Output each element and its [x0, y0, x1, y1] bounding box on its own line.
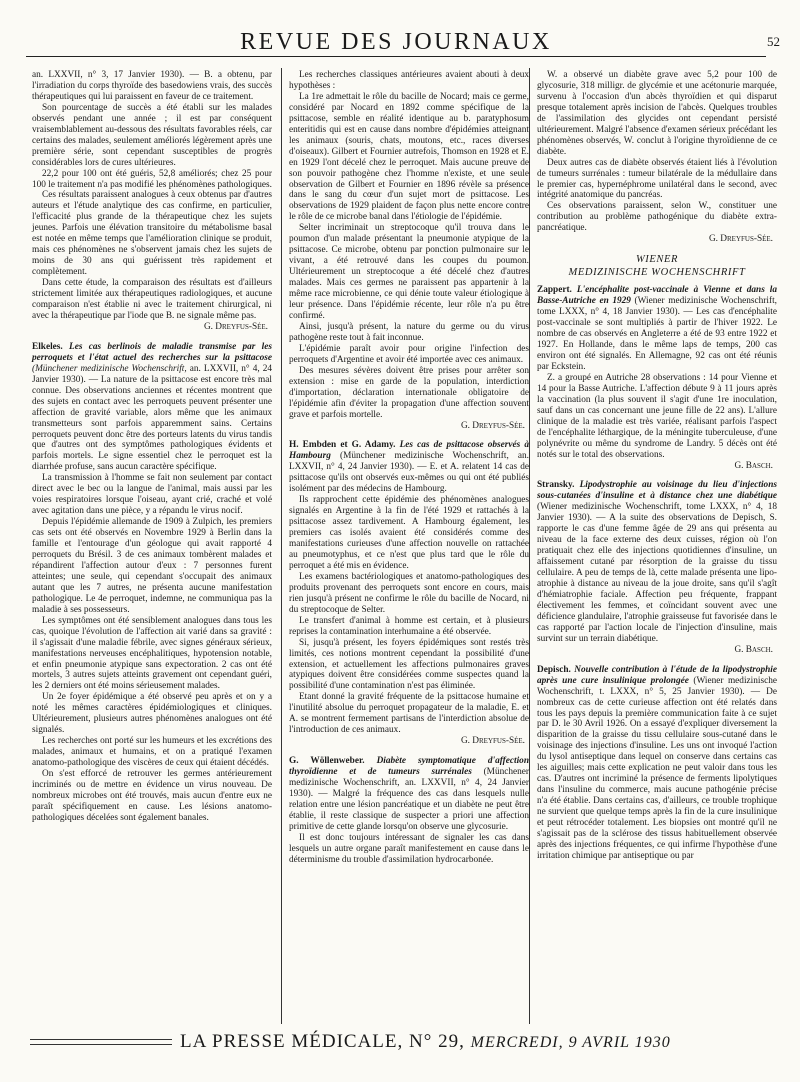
paragraph: W. a observé un diabète grave avec 5,2 pour 100 de glycosurie, 318 milligr. de glycémie et une acétonurie marquée, survenu à l'occasion d'un abcès thyroïdien et qui disparut presque totalement après incision de l'abcès. Quelques troubles de l'assimilation des glycides ont cependant persisté ultérieurement. Malgré l'absence d'examen sérieux précédant les phénomènes observés, W. conclut à l'origine thyroïdienne de ce diabète. [537, 70, 777, 157]
paragraph: Les recherches classiques antérieures avaient abouti à deux hypothèses : [289, 70, 529, 91]
paragraph: Un 2e foyer épidémique a été observé peu après et on y a noté les mêmes caractères épidémiologiques et cliniques. Ultérieurement, plusieurs autres phénomènes analogues ont été signalés. [32, 692, 272, 736]
article-author: Zappert. [537, 285, 572, 296]
column-right [537, 70, 777, 862]
column-left [32, 70, 272, 824]
paragraph: Ils rapprochent cette épidémie des phénomènes analogues signalés en Argentine à la fin de l'été 1929 et rattachés à la psittacose assez tardivement. A Hambourg également, les premiers cas isolés avaient été considérés comme des manifestations curieuses d'une affection nouvelle on rattachée au pneumotyphus, et ce n'est que plus tard que le rôle du perroquet a été mis en évidence. [289, 495, 529, 571]
paragraph: On s'est efforcé de retrouver les germes antérieurement incriminés ou de mettre en évidence un virus nouveau. De nombreux microbes ont été trouvés, mais aucun d'entre eux ne paraît spécifiquement en cause. Les lésions anatomo-pathologiques décelées sont également banales. [32, 769, 272, 823]
paragraph: an. LXXVII, n° 3, 17 Janvier 1930). — B. a obtenu, par l'irradiation du corps thyroïde des basedowiens vrais, des succès thérapeutiques qui lui paraissent en faveur de ce traitement. [32, 70, 272, 102]
article-body: an. LXXVII, n° 4, 24 Janvier 1930). — La nature de la psittacose est encore très mal connue. Des observations anciennes et récentes montrent que des sujets en contact avec les perroquets peuvent présenter une affection de gravité variable, alors même que les animaux transmetteurs sont parfois apparemment sains. Certains perroquets peuvent donc être des porteurs latents du virus tandis que d'autres ont des symptômes pathologiques évidents et parfois mortels. Le signe essentiel chez le perroquet est la diarrhée profuse, sans aucun caractère spécifique. [32, 363, 273, 473]
paragraph: Il est donc toujours intéressant de signaler les cas dans lesquels un autre organe paraît manifestement en cause dans le déterminisme du trouble d'assimilation hydrocarbonée. [289, 832, 529, 865]
article-body: (Münchener medizinische Wochenschrift, an. LXXVII, n° 4, 24 Janvier 1930). — Malgré la fréquence des cas dans lesquels nulle relation entre une lésion pancréatique et un diabète ne peut être établie, il reste classique de suspecter a priori une affection primitive de cette glande lorsqu'on observe une glycosurie. [289, 767, 530, 832]
column-middle [289, 70, 529, 866]
paragraph: Des mesures sévères doivent être prises pour arrêter son extension : mise en garde de la population, interdiction d'importation, déclaration internationale obligatoire de l'épidémie afin d'éviter la propagation d'une affection souvent grave et parfois mortelle. [289, 365, 529, 420]
paragraph: Le transfert d'animal à homme est certain, et à plusieurs reprises la contamination interhumaine a été observée. [289, 615, 529, 637]
page-number: 52 [767, 34, 780, 49]
article-body: (Wiener medizinische Wochenschrift, t. LXXX, n° 5, 25 Janvier 1930). — De nombreux cas de cette curieuse affection ont été relatés dans tous les pays depuis la première communication faite à ce sujet par D. le 30 Avril 1926. On a essayé d'expliquer diversement la disparition de la graisse du tissu cellulaire sous-cutané dans le voisinage des injections d'insuline. Les uns ont invoqué l'action du lysol antiseptique dans lequel on conserve dans certains cas les aiguilles; mais cette explication ne peut valoir dans tous les cas. D'autres ont incriminé la présence de ferments lipolytiques dans l'insuline du commerce, mais aucune pathogénie précise n'a été établie. Dans certains cas, d'ailleurs, ce trouble trophique ne survient que quelque temps après la fin de la cure insulinique et peut rétrocéder totalement. Les biopsies ont montré qu'il ne s'agissait pas de la sclérose des tissus habituellement observée après des injections fréquentes, ce qui infirme l'hypothèse d'une irritation chimique par antiseptique ou par [537, 675, 777, 861]
paragraph: Etant donné la gravité fréquente de la psittacose humaine et l'inutilité absolue du perroquet propagateur de la maladie, E. et A. se montrent fermement partisans de l'interdiction absolue de l'introduction de ces animaux. [289, 692, 529, 736]
article-entry [289, 756, 529, 833]
journal-citation: (Münchener medizinische Wochenschrift, [32, 363, 187, 374]
paragraph: Les recherches ont porté sur les humeurs et les excrétions des malades, animaux et humains, et on a pratiqué l'examen anatomo-pathologique des viscères de ceux qui étaient décédés. [32, 736, 272, 769]
paragraph: Selter incriminait un streptocoque qu'il trouva dans le poumon d'un malade présentant la pneumonie atypique de la psittacose. Ce microbe, obtenu par ponction pulmonaire sur le vivant, a été retrouvé dans les coupes du poumon. Ultérieurement un streptocoque a été décelé chez d'autres malades. Mais ces germes ne paraissent pas appartenir à la même race microbienne, ce qui dénie toute valeur étiologique à leur présence. Dans l'épidémie récente, leur rôle n'a pu être confirmé. [289, 223, 529, 321]
journal-heading-line: MEDIZINISCHE WOCHENSCHRIFT [568, 267, 746, 279]
paragraph: Deux autres cas de diabète observés étaient liés à l'évolution de tumeurs surrénales : tumeur bilatérale de la médullaire dans le premier cas, hypernéphrome unilatéral dans le second, avec intégrité anatomique du pancréas. [537, 157, 777, 201]
article-body: (Wiener medizinische Wochenschrift, tome LXXX, n° 4, 18 Janvier 1930). — A la suite des observations de Depisch, S. rapporte le cas d'une femme âgée de 29 ans qui présenta au niveau de la face externe des deux cuisses, région où l'on pratiquait chez elle des injections quotidiennes d'insuline, un affaissement cutané par résorption de la graisse du tissu cellulaire. A peu de temps de là, cette malade présenta une lipo-atrophie à distance au niveau de la joue droite, sans qu'il s'agît d'hémiatrophie faciale. Affection peu fréquente, frappant électivement les femmes, et coïncidant souvent avec une déficience glandulaire, l'atrophie graisseuse fut favorisée dans le cas rapporté par l'action locale de l'injection d'insuline, mais survint sur un terrain diabétique. [537, 502, 777, 644]
paragraph: Ces résultats paraissent analogues à ceux obtenus par d'autres auteurs et l'étude analytique des cas confirme, en particulier, l'efficacité plus grande de la thérapeutique chez les sujets jeunes. Parfois une élévation transitoire du métabolisme basal est notée en même temps que l'amélioration clinique se produit, mais ces phénomènes ne s'observent jamais chez les sujets de moins de 30 ans qui guérissent très rapidement et complètement. [32, 190, 272, 278]
signature: G. Basch. [734, 460, 773, 471]
article-entry [537, 665, 777, 862]
journal-section-heading [537, 253, 777, 279]
article-entry [289, 440, 529, 495]
paragraph: Les examens bactériologiques et anatomo-pathologiques des produits provenant des perroquets sont encore en cours, mais rien jusqu'à présent ne confirme le rôle du bacille de Nocard, ni du streptocoque de Selter. [289, 571, 529, 615]
paragraph: Dans cette étude, la comparaison des résultats est d'ailleurs strictement limitée aux thérapeutiques radiologiques, et aucune comparaison n'est établie ni avec le traitement chirurgical, ni avec la thérapeutique par l'iode que B. ne signale même pas. [32, 278, 272, 321]
footer-date: MERCREDI, 9 AVRIL 1930 [470, 1034, 671, 1051]
column-divider [529, 68, 530, 1024]
footer-journal: LA PRESSE MÉDICALE, [180, 1031, 404, 1052]
paragraph: Z. a groupé en Autriche 28 observations : 14 pour Vienne et 14 pour la Basse Autriche. L'affection débute 9 à 11 jours après la vaccination (la plus souvent il s'agit d'une 1re inoculation, sauf dans un cas concernant une jeune fille de 22 ans). L'allure clinique de la maladie est très variée, réalisant parfois l'aspect de l'encéphalite léthargique, de la méningite tuberculeuse, d'une polynévrite ou même du syndrome de Landry. 5 décès ont été notés sur le total des observations. [537, 372, 777, 460]
article-title: L'encéphalite post-vaccinale à Vienne et dans la Basse-Autriche en 1929 [537, 285, 778, 307]
signature: G. Dreyfus-Sée. [460, 736, 525, 747]
footer-rule [30, 1039, 172, 1045]
article-author: G. Wöllenweber. [289, 756, 365, 767]
signature: G. Dreyfus-Sée. [708, 234, 773, 245]
paragraph: Ainsi, jusqu'à présent, la nature du germe ou du virus pathogène reste tout à fait inconnue. [289, 321, 529, 343]
signature: G. Dreyfus-Sée. [460, 420, 525, 431]
article-entry [537, 285, 777, 373]
paragraph: La 1re admettait le rôle du bacille de Nocard; mais ce germe, considéré par Nocard en 1892 comme spécifique de la psittacose, semble en réalité identique au b. paratyphosum enteritidis qui est en cause dans nombre d'épidémies atteignant les animaux (souris, chats, moutons, etc., races diverses d'oiseaux). Gilbert et Fournier autrefois, Thomson en 1928 et E. en 1929 l'ont décelé chez le perroquet. Mais aucune preuve de son pouvoir pathogène chez l'homme n'existe, et une seule observation de Gilbert et Fournier en 1896 révèle sa présence dans le sang du cœur d'un sujet mort de psittacose. Les observations de 1929 plaident de façon plus nette encore contre le rôle de ce microbe banal dans l'étiologie de l'épidémie. [289, 91, 529, 223]
article-title: Diabète symptomatique d'affection thyroïdienne et de tumeurs surrénales [289, 756, 529, 778]
page-footer [30, 1031, 770, 1056]
paragraph: Les symptômes ont été sensiblement analogues dans tous les cas, quoique l'évolution de l'affection ait varié dans sa gravité : il s'agissait d'une maladie fébrile, avec signes généraux sérieux, manifestations nerveuses encéphalitiques, hypotension notable, et enfin pneumonie atypique sans expectoration. 2 cas ont été mortels, 3 autres sujets atteints gravement ont cependant guéri, les 2 derniers ont été moins sérieusement malades. [32, 615, 272, 692]
page-title: REVUE DES JOURNAUX [240, 29, 552, 55]
paragraph: Son pourcentage de succès a été établi sur les malades observés pendant une année ; il est par conséquent vraisemblablement au-dessous des résultats favorables réels, car certains des malades, seulement améliorés légèrement après une première série, sont cependant susceptibles de progrès considérables lors de cures ultérieures. [32, 102, 272, 168]
page-header [26, 28, 780, 57]
paragraph: Ces observations paraissent, selon W., constituer une contribution au problème pathogénique du diabète extra-pancréatique. [537, 201, 777, 234]
article-author: Elkeles. [32, 341, 63, 352]
footer-issue: N° 29, [409, 1031, 465, 1052]
article-entry [32, 342, 272, 473]
article-body: (Münchener medizinische Wochenschrift, an. LXXVII, n° 4, 24 Janvier 1930). — E. et A. relatent 14 cas de psittacose qu'ils ont observés eux-mêmes ou qui ont été publiés isolément par des médecins de Hambourg. [289, 451, 529, 495]
article-title: Les cas de psittacose observés à Hambourg [289, 440, 529, 462]
article-title: Les cas berlinois de maladie transmise par les perroquets et l'état actuel des recherches sur la psittacose [32, 341, 272, 363]
signature: G. Dreyfus-Sée. [203, 321, 268, 332]
paragraph: Si, jusqu'à présent, les foyers épidémiques sont restés très limités, ces notions montrent cependant la possibilité d'une extension, et actuellement les affections pulmonaires graves atypiques doivent être considérées comme suspectes quand la possibilité d'une contamination n'est pas éliminée. [289, 637, 529, 692]
article-title: Nouvelle contribution à l'étude de la lipodystrophie après une cure insulinique prolongée [537, 664, 777, 686]
paragraph: Depuis l'épidémie allemande de 1909 à Zulpich, les premiers cas sets ont été observés en Novembre 1929 à Berlin dans la famille et l'entourage d'un géologue qui avait rapporté 4 perroquets du Brésil. 3 de ces animaux tombèrent malades et répandirent l'affection autour d'eux : 7 personnes furent atteintes; une seule, qui cependant s'occupait des animaux autant que les 7 autres, ne présenta aucune manifestation pathologique. Le 4e perroquet, indemne, ne communiqua pas la maladie à ses possesseurs. [32, 517, 272, 615]
article-body: (Wiener medizinische Wochenschrift, tome LXXX, n° 4, 18 Janvier 1930). — Les cas d'encéphalite post-vaccinale se sont multipliés à partir de l'hiver 1922. Le nombre de cas observés en Angleterre a été de 93 entre 1922 et 1927. En Hollande, dans le même laps de temps, 200 cas environ ont été signalés. En Allemagne, 92 cas ont été réunis par Eckstein. [537, 296, 777, 372]
paragraph: 22,2 pour 100 ont été guéris, 52,8 améliorés; chez 25 pour 100 le traitement n'a pas modifié les phénomènes pathologiques. [32, 168, 272, 190]
article-author: Depisch. [537, 664, 571, 675]
column-divider [281, 68, 282, 1024]
paragraph: La transmission à l'homme se fait non seulement par contact direct avec le bec ou la langue de l'animal, mais aussi par les voies respiratoires lorsque l'oiseau, ayant crié, craché et volé avec agitation dans une pièce, y a répandu le virus nocif. [32, 473, 272, 517]
article-author: H. Embden et G. Adamy. [289, 440, 396, 451]
article-entry [537, 480, 777, 644]
article-title: Lipodystrophie au voisinage du lieu d'injections sous-cutanées d'insuline et à distance chez une diabétique [537, 480, 777, 502]
article-author: Stransky. [537, 480, 575, 491]
footer-text [180, 1031, 671, 1053]
journal-heading-line: WIENER [635, 254, 679, 266]
signature: G. Basch. [734, 644, 773, 655]
paragraph: L'épidémie paraît avoir pour origine l'infection des perroquets d'Argentine et avoir été importée avec ces animaux. [289, 343, 529, 365]
